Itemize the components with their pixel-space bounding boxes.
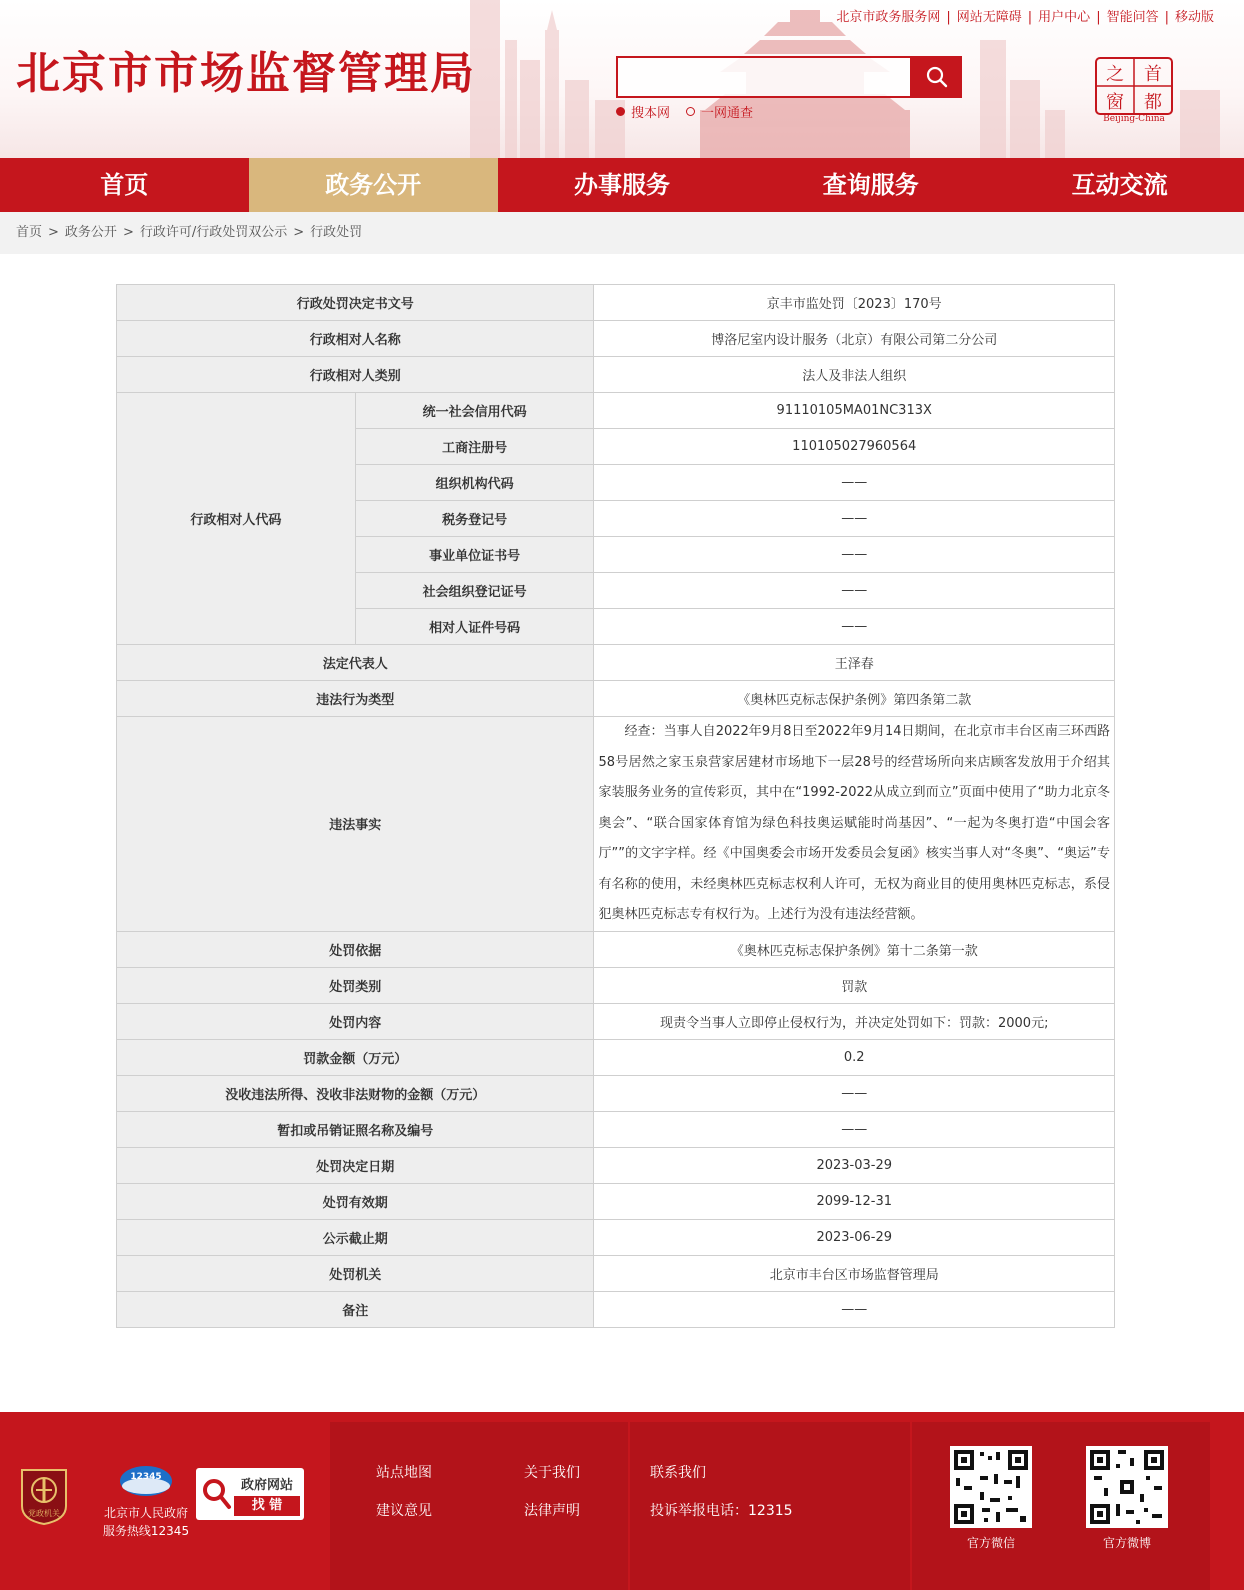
radio-unselected-icon (686, 107, 695, 116)
nav-query[interactable]: 查询服务 (822, 171, 919, 199)
valid-until-value: 2099-12-31 (594, 1183, 1115, 1219)
violation-type-label: 违法行为类型 (117, 681, 594, 717)
party-name-label: 行政相对人名称 (117, 321, 594, 357)
hotline-line-2: 服务热线12345 (102, 1524, 190, 1538)
license-suspend-label: 暂扣或吊销证照名称及编号 (117, 1111, 594, 1147)
footer-link-legal[interactable]: 法律声明 (524, 1503, 580, 1519)
top-link-gov-service[interactable]: 北京市政务服务网 (836, 10, 941, 25)
penalty-content-label: 处罚内容 (117, 1003, 594, 1039)
hotline-12345-icon[interactable] (118, 1464, 174, 1498)
table-row (117, 645, 1115, 681)
hotline-text (96, 1504, 196, 1540)
tax-reg-value: —— (594, 501, 1115, 537)
table-row (117, 357, 1115, 393)
nav-services[interactable]: 办事服务 (573, 171, 670, 199)
divider: | (1096, 10, 1101, 25)
public-institution-cert-label: 事业单位证书号 (355, 537, 594, 573)
logo-subtitle: Beijing-China (1103, 114, 1165, 124)
table-row (117, 681, 1115, 717)
logo-char: 窗 (1106, 92, 1124, 113)
penalty-basis-label: 处罚依据 (117, 931, 594, 967)
search-scope-site-label: 搜本网 (631, 106, 671, 121)
social-org-reg-label: 社会组织登记证号 (355, 573, 594, 609)
table-row (117, 393, 1115, 429)
nav-gov-affairs[interactable]: 政务公开 (249, 158, 498, 212)
tax-reg-label: 税务登记号 (355, 501, 594, 537)
credit-code-value: 91110105MA01NC313X (594, 393, 1115, 429)
org-code-value: —— (594, 465, 1115, 501)
license-suspend-value: —— (594, 1111, 1115, 1147)
publish-end-value: 2023-06-29 (594, 1219, 1115, 1255)
wechat-qr-code[interactable] (950, 1446, 1032, 1528)
top-link-mobile[interactable]: 移动版 (1174, 10, 1214, 25)
breadcrumb-separator: > (293, 225, 305, 240)
fine-amount-label: 罚款金额（万元） (117, 1039, 594, 1075)
top-link-user-center[interactable]: 用户中心 (1038, 10, 1091, 25)
party-type-label: 行政相对人类别 (117, 357, 594, 393)
breadcrumb-penalty[interactable]: 行政处罚 (310, 225, 363, 240)
confiscation-label: 没收违法所得、没收非法财物的金额（万元） (117, 1075, 594, 1111)
violation-type-value: 《奥林匹克标志保护条例》第四条第二款 (594, 681, 1115, 717)
id-number-value: —— (594, 609, 1115, 645)
party-name-value: 博洛尼室内设计服务（北京）有限公司第二分公司 (594, 321, 1115, 357)
search-scope-all[interactable] (686, 102, 753, 121)
divider: | (1164, 10, 1169, 25)
wechat-qr-label: 官方微信 (966, 1536, 1015, 1550)
top-links (836, 6, 1214, 25)
logo-char: 都 (1144, 92, 1162, 113)
violation-facts-label: 违法事实 (117, 717, 594, 932)
table-row (117, 321, 1115, 357)
search-input[interactable] (616, 56, 912, 98)
breadcrumb-separator: > (48, 225, 59, 240)
penalty-type-value: 罚款 (594, 967, 1115, 1003)
footer-link-suggestions[interactable]: 建议意见 (376, 1503, 432, 1519)
site-title: 北京市市场监督管理局 (16, 48, 476, 99)
business-reg-value: 110105027960564 (594, 429, 1115, 465)
authority-label: 处罚机关 (117, 1255, 594, 1291)
doc-no-value: 京丰市监处罚〔2023〕170号 (594, 285, 1115, 321)
weibo-qr-label: 官方微博 (1102, 1536, 1151, 1550)
badge-text: 党政机关 (28, 1509, 60, 1518)
site-footer (0, 1412, 1244, 1590)
top-link-accessibility[interactable]: 网站无障碍 (956, 10, 1022, 25)
business-reg-label: 工商注册号 (355, 429, 594, 465)
credit-code-label: 统一社会信用代码 (355, 393, 594, 429)
logo-char: 之 (1106, 64, 1124, 85)
table-row (117, 1003, 1115, 1039)
magnifier-icon (202, 1478, 232, 1510)
table-row (117, 1147, 1115, 1183)
table-row (117, 285, 1115, 321)
fine-amount-value: 0.2 (594, 1039, 1115, 1075)
site-header (0, 0, 1244, 158)
main-nav (0, 158, 1244, 212)
divider: | (1027, 10, 1033, 25)
doc-no-label: 行政处罚决定书文号 (117, 285, 594, 321)
authority-value: 北京市丰台区市场监督管理局 (594, 1255, 1115, 1291)
party-type-value: 法人及非法人组织 (594, 357, 1115, 393)
table-row (117, 931, 1115, 967)
table-row (117, 1111, 1115, 1147)
logo-char: 首 (1144, 64, 1162, 85)
footer-link-about[interactable]: 关于我们 (524, 1465, 580, 1481)
publish-end-label: 公示截止期 (117, 1219, 594, 1255)
search-button[interactable] (912, 56, 962, 98)
nav-home[interactable]: 首页 (100, 171, 149, 199)
breadcrumb-home[interactable]: 首页 (16, 225, 43, 240)
decision-date-label: 处罚决定日期 (117, 1147, 594, 1183)
social-org-reg-value: —— (594, 573, 1115, 609)
search-scope-site[interactable] (616, 102, 670, 121)
report-error-button[interactable] (196, 1468, 304, 1520)
breadcrumb-dual-publicity[interactable]: 行政许可/行政处罚双公示 (139, 225, 288, 240)
confiscation-value: —— (594, 1075, 1115, 1111)
breadcrumb (0, 212, 1244, 254)
radio-selected-icon (616, 107, 625, 116)
penalty-content-value: 现责令当事人立即停止侵权行为，并决定处罚如下：罚款：2000元; (594, 1003, 1115, 1039)
divider (910, 1422, 912, 1590)
table-row (117, 1183, 1115, 1219)
weibo-qr-code[interactable] (1086, 1446, 1168, 1528)
table-row (117, 1219, 1115, 1255)
penalty-basis-value: 《奥林匹克标志保护条例》第十二条第一款 (594, 931, 1115, 967)
hotline-badge-number: 12345 (130, 1472, 162, 1482)
search-scope-all-label: 一网通查 (701, 106, 754, 121)
divider: | (946, 10, 951, 25)
table-row (117, 1255, 1115, 1291)
divider (628, 1422, 630, 1590)
hotline-line-1: 北京市人民政府 (103, 1506, 188, 1520)
org-code-label: 组织机构代码 (355, 465, 594, 501)
table-row (117, 1075, 1115, 1111)
footer-link-contact[interactable]: 联系我们 (650, 1465, 706, 1481)
penalty-type-label: 处罚类别 (117, 967, 594, 1003)
top-link-smart-qa[interactable]: 智能问答 (1106, 10, 1159, 25)
table-row (117, 1291, 1115, 1327)
valid-until-label: 处罚有效期 (117, 1183, 594, 1219)
report-error-line-1: 政府网站 (240, 1478, 293, 1493)
remarks-label: 备注 (117, 1291, 594, 1327)
table-row (117, 1039, 1115, 1075)
decision-date-value: 2023-03-29 (594, 1147, 1115, 1183)
public-institution-cert-value: —— (594, 537, 1115, 573)
penalty-record-table (116, 284, 1115, 1328)
id-number-label: 相对人证件号码 (355, 609, 594, 645)
table-row (117, 967, 1115, 1003)
legal-rep-label: 法定代表人 (117, 645, 594, 681)
search-scope (616, 102, 753, 121)
breadcrumb-separator: > (122, 225, 134, 240)
footer-link-sitemap[interactable]: 站点地图 (376, 1465, 432, 1481)
search-icon (926, 66, 948, 88)
party-gov-badge-icon[interactable] (18, 1466, 70, 1526)
legal-rep-value: 王泽春 (594, 645, 1115, 681)
violation-facts-value: 经查：当事人自2022年9月8日至2022年9月14日期间，在北京市丰台区南三环西路58号居然之家玉泉营家居建材市场地下一层28号的经营场所向来店顾客发放用于介绍其家装服务业务的宣传彩页，其中在“1992-2022从成立到而立”页面中使用了“助力北京冬奥会”、“联合国家体育馆为绿色科技奥运赋能时尚基因”、“一起为冬奥打造“中国会客厅””的文字字样。经《中国奥委会市场开发委员会复函》核实当事人对“冬奥”、“奥运”专有名称的使用，未经奥林匹克标志权利人许可，无权为商业目的使用奥林匹克标志，系侵犯奥林匹克标志专有权行为。上述行为没有违法经营额。 (594, 717, 1115, 932)
remarks-value: —— (594, 1291, 1115, 1327)
table-row (117, 717, 1115, 932)
report-error-line-2: 找 错 (234, 1496, 300, 1516)
breadcrumb-gov-affairs[interactable]: 政务公开 (64, 225, 117, 240)
party-code-label: 行政相对人代码 (117, 393, 356, 645)
nav-interaction[interactable]: 互动交流 (1071, 171, 1168, 199)
complaint-phone: 投诉举报电话：12315 (650, 1503, 793, 1519)
